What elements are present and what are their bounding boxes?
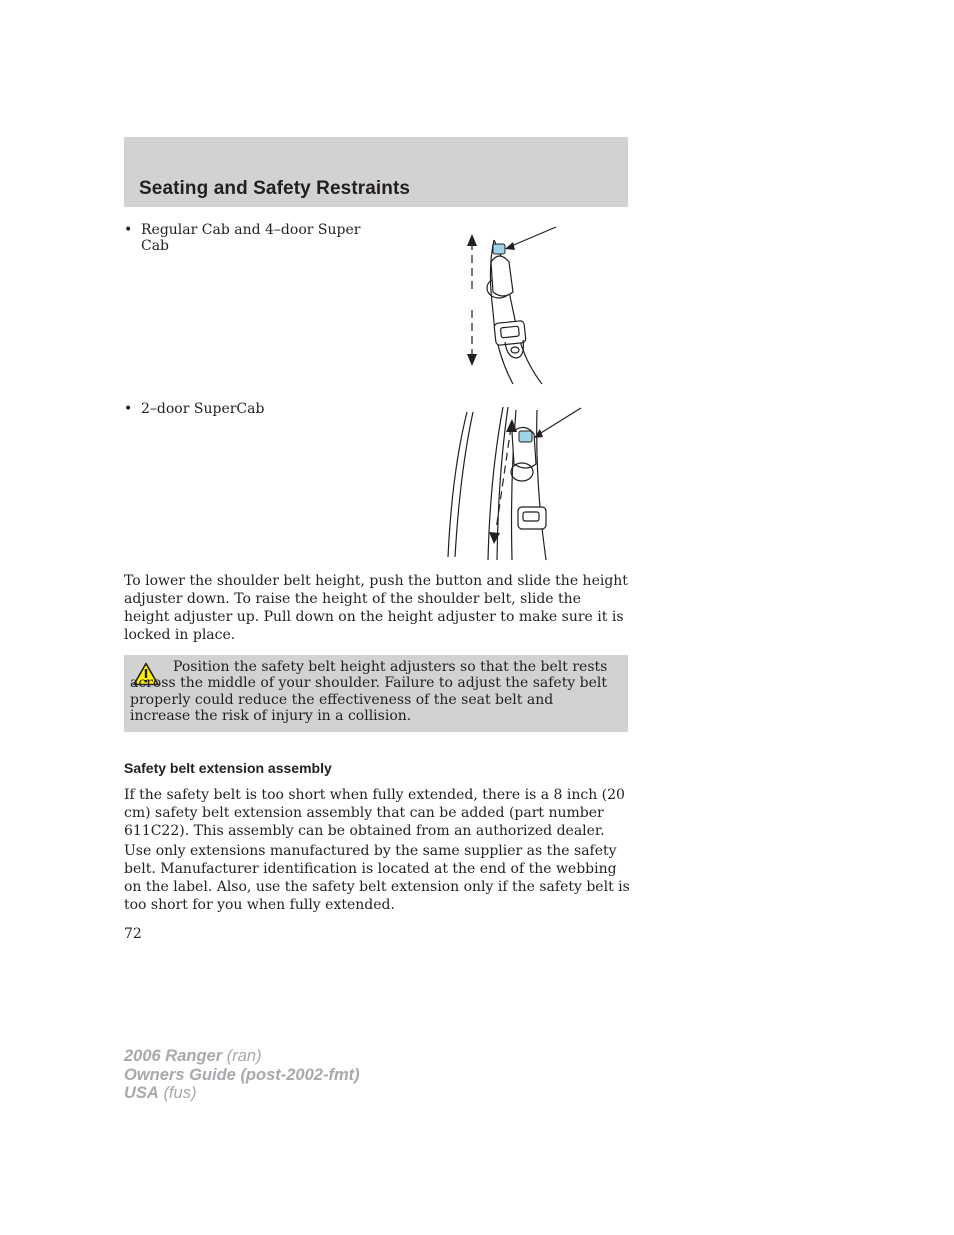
belt-adjuster-illustration-regular-cab (455, 222, 565, 387)
footer-model: 2006 Ranger (124, 1047, 223, 1065)
section-title: Seating and Safety Restraints (139, 178, 411, 199)
pointer-arrow-icon (534, 429, 543, 438)
footer-market: USA (124, 1084, 159, 1102)
adjust-instructions-paragraph: To lower the shoulder belt height, push the button and slide the height adjuster down. To raise the height of the shoulder belt, slide the height adjuster up. Pull down on the height adjuster to make sure it is locked in place. (124, 573, 628, 643)
extension-paragraph-1: If the safety belt is too short when fully extended, there is a 8 inch (20 cm) safety belt extension assembly that can be added (part number 611C22). This assembly can be obtained from an authorized dealer. (124, 787, 625, 839)
warning-text: Position the safety belt height adjusters so that the belt rests across the middle of your shoulder. Failure to adjust the safety belt properly could reduce the effectiveness of the seat belt and increase the risk of injury in a collision. (130, 659, 608, 724)
bullet-text: 2–door SuperCab (141, 401, 265, 417)
footer-guide: Owners Guide (post-2002-fmt) (124, 1065, 360, 1084)
arrow-down-icon (489, 532, 500, 544)
footer-line-model (124, 1047, 360, 1066)
footer-line-market (124, 1084, 360, 1103)
extension-paragraph-2: Use only extensions manufactured by the same supplier as the safety belt. Manufacturer identification is located at the end of the webbing on the label. Also, use the safety belt extension only if the safety belt is too short for you when fully extended. (124, 843, 630, 913)
document-footer (124, 1047, 360, 1103)
bullet-text: Regular Cab and 4–door Super Cab (141, 222, 361, 254)
section-header-band (124, 137, 628, 207)
footer-market-code: (fus) (163, 1084, 197, 1102)
adjuster-button-icon (519, 431, 532, 442)
footer-line-guide (124, 1066, 360, 1085)
belt-adjuster-illustration-supercab (440, 402, 590, 562)
footer-model-code: (ran) (226, 1047, 262, 1065)
arrow-up-icon (467, 234, 477, 246)
warning-box (124, 655, 628, 732)
pointer-arrow-icon (505, 242, 515, 250)
bullet-marker: • (124, 401, 133, 417)
page-number: 72 (124, 926, 142, 942)
section-heading: Safety belt extension assembly (124, 760, 332, 776)
bullet-marker: • (124, 222, 133, 238)
adjuster-button-icon (493, 244, 505, 254)
arrow-down-icon (467, 354, 477, 366)
